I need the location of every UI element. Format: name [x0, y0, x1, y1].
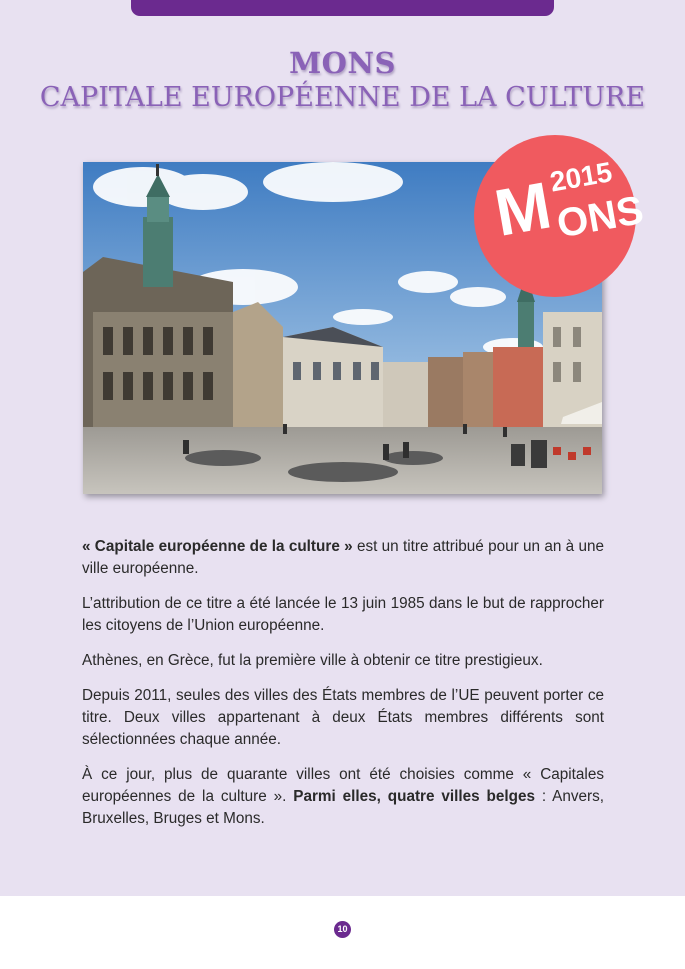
body-text	[82, 536, 604, 843]
bold-phrase: Parmi elles, quatre villes belges	[293, 788, 535, 805]
paragraph: L’attribution de ce titre a été lancée le 13 juin 1985 dans le but de rapprocher les citoyens de l’Union européenne.	[82, 595, 604, 634]
logo-rest: ONS	[553, 187, 647, 247]
top-bar	[131, 0, 554, 16]
paragraph-text: est un titre attribué pour un an à une ville européenne.	[82, 538, 604, 577]
logo-letter: M	[489, 167, 557, 250]
page-number: 10	[334, 921, 351, 938]
paragraph-text: À ce jour, plus de quarante villes ont été choisies comme « Capitales européennes de la culture ».	[82, 766, 604, 805]
bold-phrase: « Capitale européenne de la culture »	[82, 538, 353, 555]
logo-year: 2015	[547, 156, 615, 198]
page-subtitle: CAPITALE EUROPÉENNE DE LA CULTURE	[39, 82, 646, 113]
paragraph	[82, 764, 604, 830]
paragraph: Depuis 2011, seules des villes des États membres de l’UE peuvent porter ce titre. Deux villes appartenant à deux États membres différents sont sélectionnées chaque année.	[82, 687, 604, 748]
paragraph-text: : Anvers, Bruxelles, Bruges et Mons.	[82, 788, 605, 827]
page-title: MONS	[289, 46, 396, 80]
paragraph	[82, 536, 604, 580]
mons-2015-logo	[474, 135, 647, 297]
paragraph: Athènes, en Grèce, fut la première ville à obtenir ce titre prestigieux.	[82, 652, 543, 669]
